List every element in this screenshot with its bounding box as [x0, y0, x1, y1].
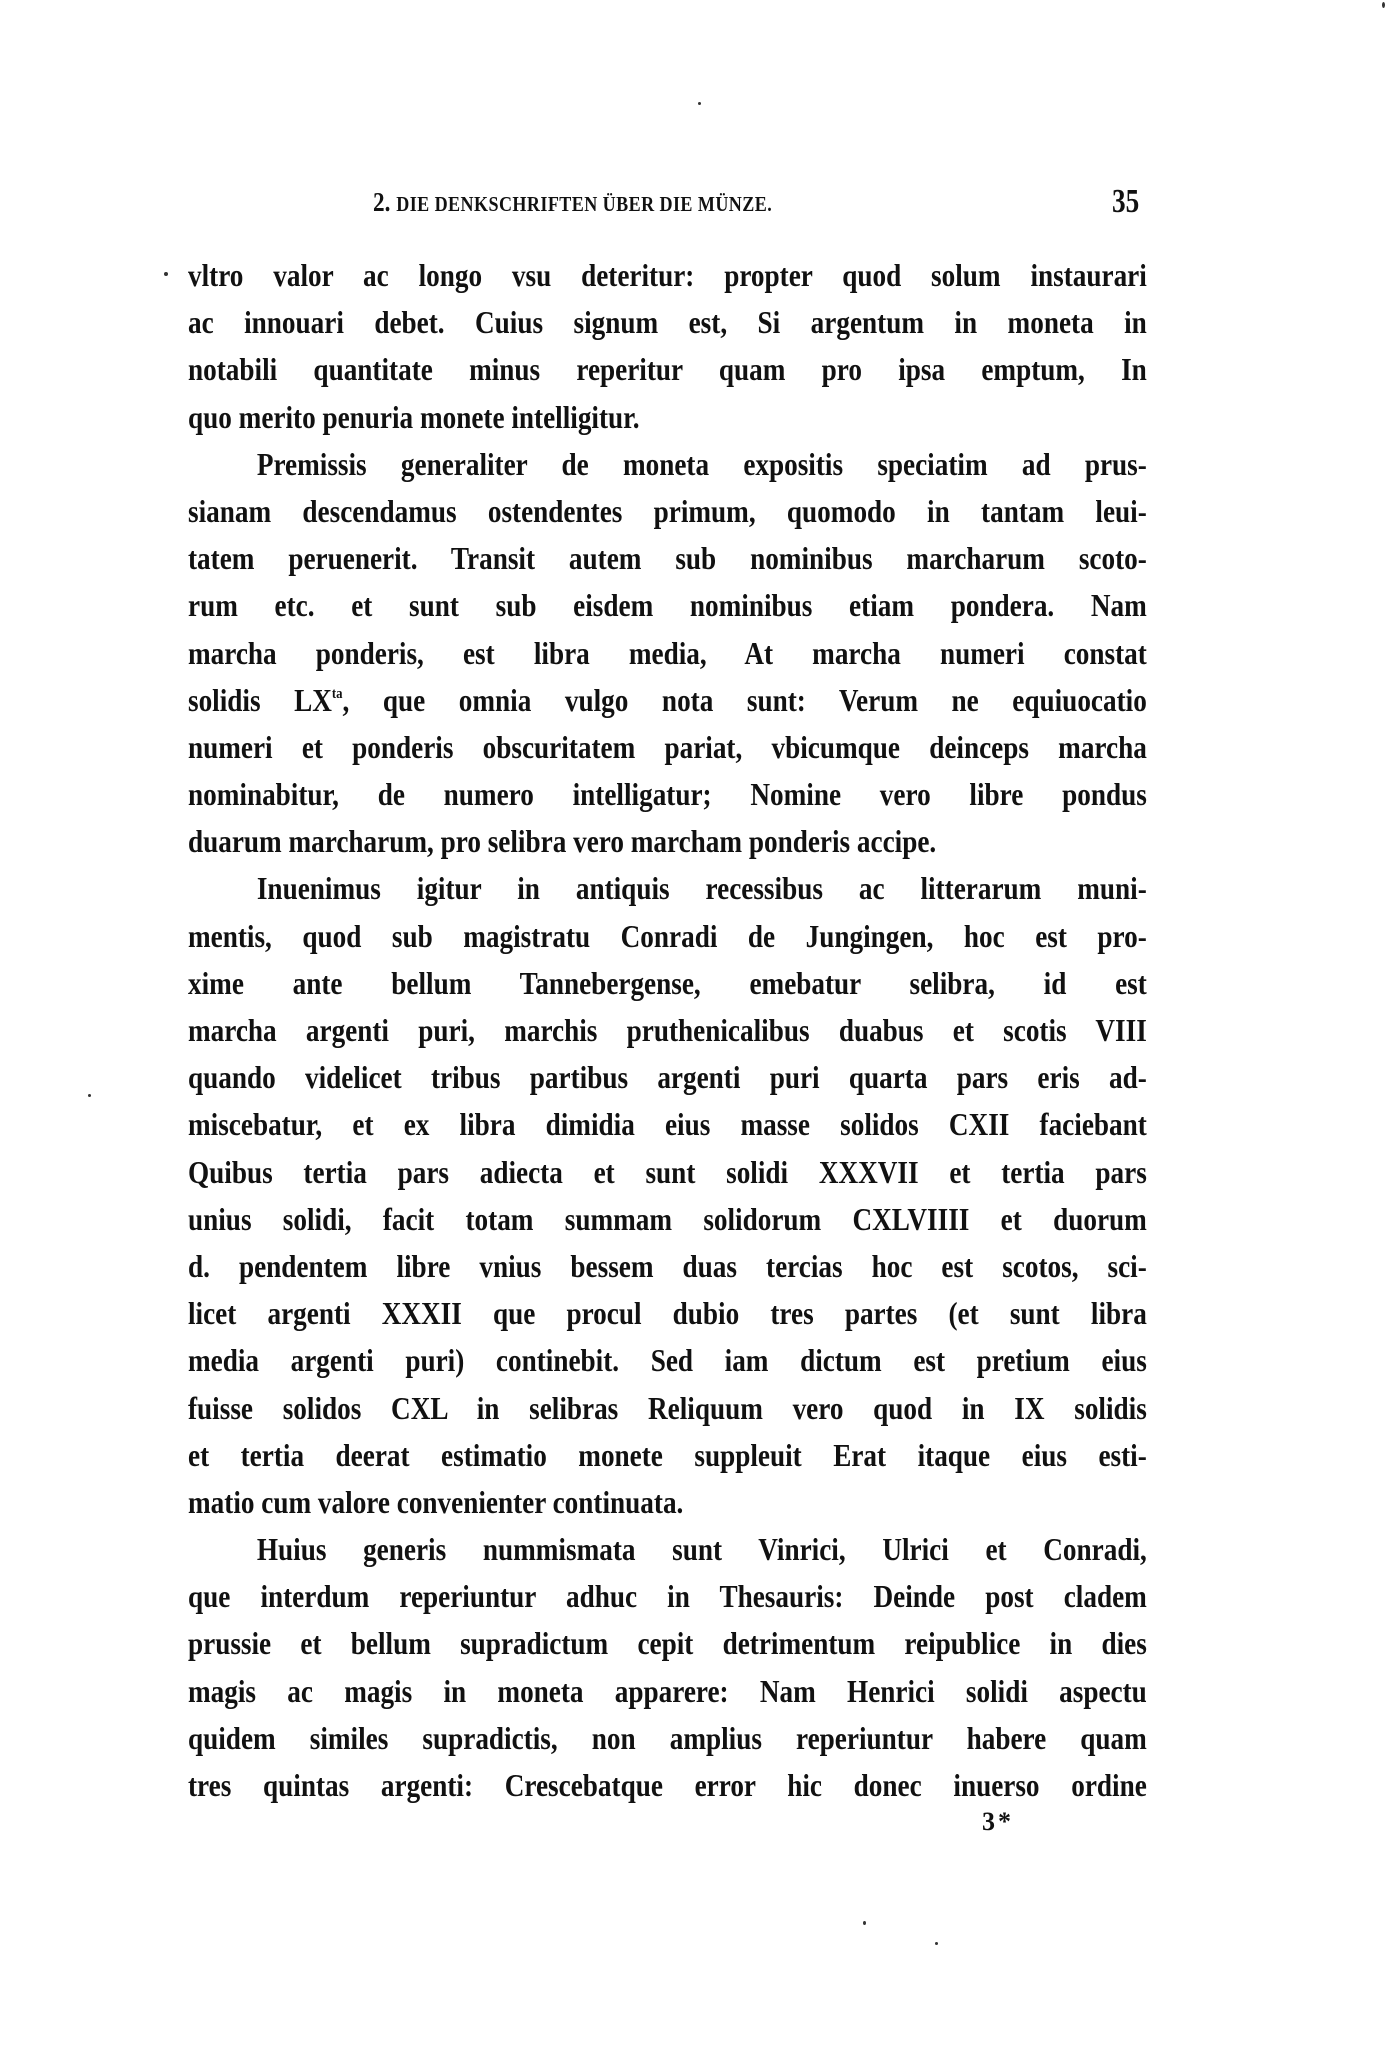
text-line: matio cum valore convenienter continuata.	[188, 1483, 684, 1520]
text-line: licet argenti XXXII que procul dubio tres partes (et sunt libra	[188, 1295, 1147, 1332]
print-speck	[164, 272, 168, 276]
page-number: 35	[1112, 183, 1140, 220]
text-line: fuisse solidos CXL in selibras Reliquum vero quod in IX solidis	[188, 1389, 1147, 1426]
chapter-title: DIE DENKSCHRIFTEN ÜBER DIE MÜNZE.	[396, 192, 773, 216]
print-speck	[698, 102, 701, 105]
text-line: ac innouari debet. Cuius signum est, Si argentum in moneta in	[188, 304, 1147, 341]
text-line: mentis, quod sub magistratu Conradi de Jungingen, hoc est pro-	[188, 917, 1147, 954]
text-line: quando videlicet tribus partibus argenti puri quarta pars eris ad-	[188, 1059, 1147, 1096]
superscript-abbreviation: ta	[331, 685, 343, 702]
text-line: quo merito penuria monete intelligitur.	[188, 398, 640, 435]
text-line: duarum marcharum, pro selibra vero marcham ponderis accipe.	[188, 823, 937, 860]
paragraph-start-line: Inuenimus igitur in antiquis recessibus ac litterarum muni-	[256, 870, 1147, 907]
text-line: quidem similes supradictis, non amplius reperiuntur habere quam	[188, 1719, 1147, 1756]
text-line: nominabitur, de numero intelligatur; Nomine vero libre pondus	[188, 776, 1147, 813]
text-line: magis ac magis in moneta apparere: Nam Henrici solidi aspectu	[188, 1672, 1147, 1709]
text-line: et tertia deerat estimatio monete suppleuit Erat itaque eius esti-	[188, 1436, 1147, 1473]
paragraph-start-line: Premissis generaliter de moneta expositis speciatim ad prus-	[256, 445, 1147, 482]
text-line: d. pendentem libre vnius bessem duas tercias hoc est scotos, sci-	[188, 1247, 1147, 1284]
print-speck	[863, 1921, 866, 1925]
text-line: xime ante bellum Tannebergense, emebatur selibra, id est	[188, 964, 1147, 1001]
text-fragment: , que omnia vulgo nota sunt: Verum ne equiuocatio	[342, 681, 1147, 718]
text-line: vltro valor ac longo vsu deteritur: propter quod solum instaurari	[188, 257, 1147, 293]
text-line: prussie et bellum supradictum cepit detrimentum reipublice in dies	[188, 1625, 1147, 1662]
paragraph-start-line: Huius generis nummismata sunt Vinrici, Ulrici et Conradi,	[256, 1531, 1147, 1568]
text-line: tatem peruenerit. Transit autem sub nominibus marcharum scoto-	[188, 540, 1147, 577]
text-line: rum etc. et sunt sub eisdem nominibus etiam pondera. Nam	[188, 587, 1147, 624]
print-speck	[88, 1094, 91, 1097]
text-line: marcha argenti puri, marchis pruthenicalibus duabus et scotis VIII	[188, 1012, 1147, 1048]
signature-mark: 3*	[982, 1807, 1014, 1836]
text-line: tres quintas argenti: Crescebatque error hic donec inuerso ordine	[188, 1767, 1147, 1803]
chapter-number: 2.	[373, 187, 391, 217]
text-line: unius solidi, facit totam summam solidorum CXLVIIII et duorum	[188, 1200, 1147, 1237]
text-line: miscebatur, et ex libra dimidia eius masse solidos CXII faciebant	[188, 1106, 1147, 1143]
text-fragment: solidis LX	[188, 681, 332, 718]
text-line: sianam descendamus ostendentes primum, quomodo in tantam leui-	[188, 492, 1147, 529]
text-line	[188, 677, 1147, 724]
running-head	[373, 186, 872, 220]
body-text	[188, 252, 1147, 1809]
text-line: marcha ponderis, est libra media, At marcha numeri constat	[188, 634, 1147, 671]
text-line: notabili quantitate minus reperitur quam pro ipsa emptum, In	[188, 351, 1147, 388]
print-speck	[935, 1942, 938, 1945]
text-line: numeri et ponderis obscuritatem pariat, vbicumque deinceps marcha	[188, 728, 1147, 765]
text-line: Quibus tertia pars adiecta et sunt solidi XXXVII et tertia pars	[188, 1153, 1147, 1190]
text-line: que interdum reperiuntur adhuc in Thesauris: Deinde post cladem	[188, 1578, 1147, 1615]
text-line: media argenti puri) continebit. Sed iam dictum est pretium eius	[188, 1342, 1147, 1379]
